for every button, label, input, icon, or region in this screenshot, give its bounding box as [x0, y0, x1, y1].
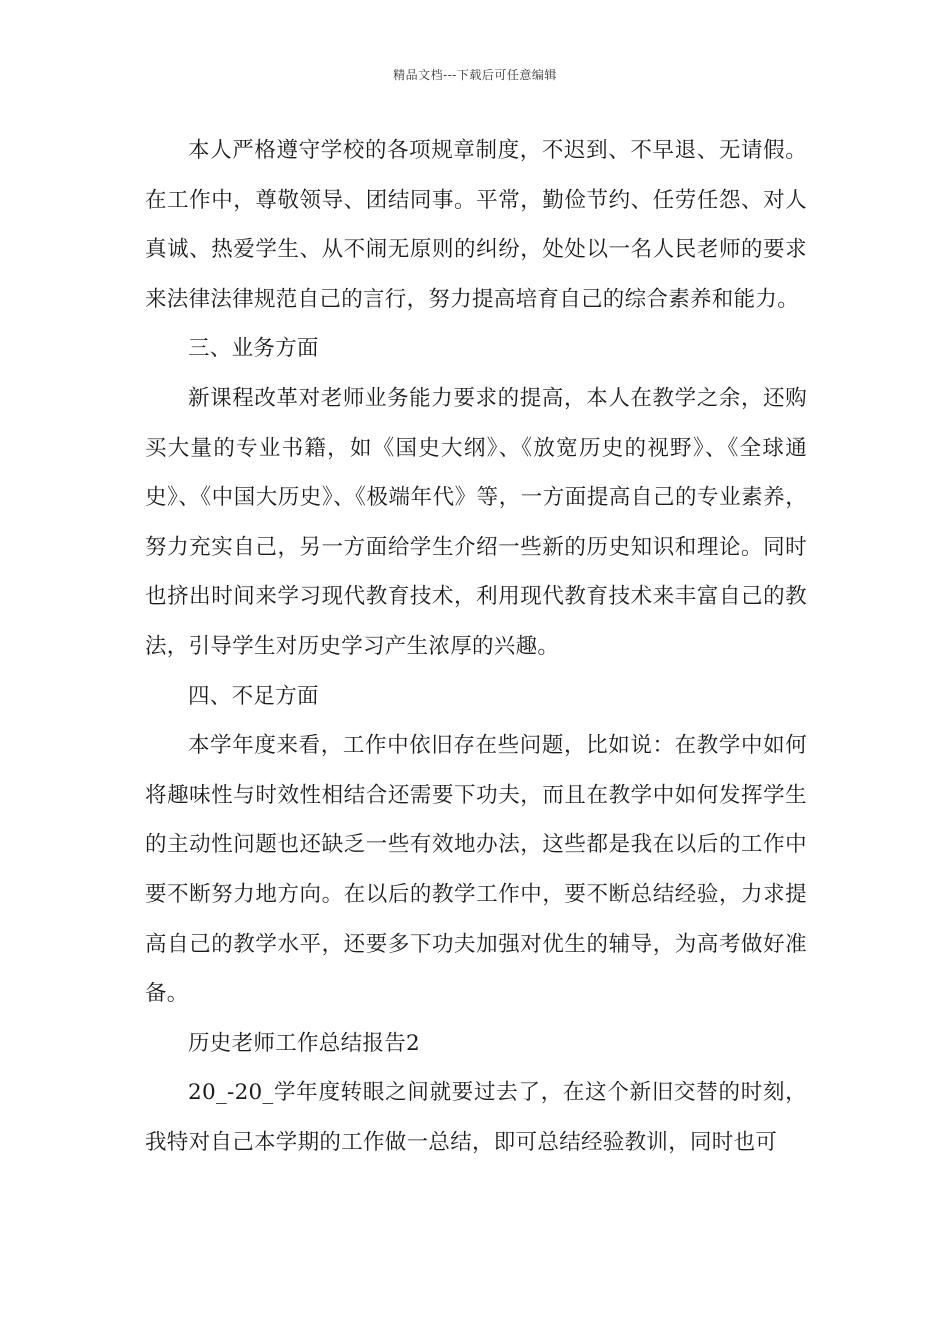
paragraph-report-2-intro: 20_-20_学年度转眼之间就要过去了，在这个新旧交替的时刻，我特对自己本学期的工作做一总结，即可总结经验教训，同时也可 — [145, 1080, 807, 1155]
page-header: 精品文档---下载后可任意编辑 — [393, 68, 557, 82]
section-heading-shortcomings: 四、不足方面 — [188, 683, 319, 709]
paragraph-discipline: 本人严格遵守学校的各项规章制度，不迟到、不早退、无请假。在工作中，尊敬领导、团结同事。平常，勤俭节约、任劳任怨、对人真诚、热爱学生、从不闹无原则的纠纷，处处以一名人民老师的要求来法律法律规范自己的言行，努力提高培育自己的综合素养和能力。 — [145, 138, 807, 312]
document-body — [145, 126, 807, 1167]
section-heading-business: 三、业务方面 — [188, 336, 319, 362]
paragraph-shortcomings: 本学年度来看，工作中依旧存在些问题，比如说：在教学中如何将趣味性与时效性相结合还需要下功夫，而且在教学中如何发挥学生的主动性问题也还缺乏一些有效地办法，这些都是我在以后的工作中要不断努力地方向。在以后的教学工作中，要不断总结经验，力求提高自己的教学水平，还要多下功夫加强对优生的辅导，为高考做好准备。 — [145, 733, 807, 1007]
paragraph-business: 新课程改革对老师业务能力要求的提高，本人在教学之余，还购买大量的专业书籍，如《国史大纲》、《放宽历史的视野》、《全球通史》、《中国大历史》、《极端年代》等，一方面提高自己的专业素养，努力充实自己，另一方面给学生介绍一些新的历史知识和理论。同时也挤出时间来学习现代教育技术，利用现代教育技术来丰富自己的教法，引导学生对历史学习产生浓厚的兴趣。 — [145, 385, 807, 659]
report-title-2: 历史老师工作总结报告2 — [188, 1030, 420, 1056]
